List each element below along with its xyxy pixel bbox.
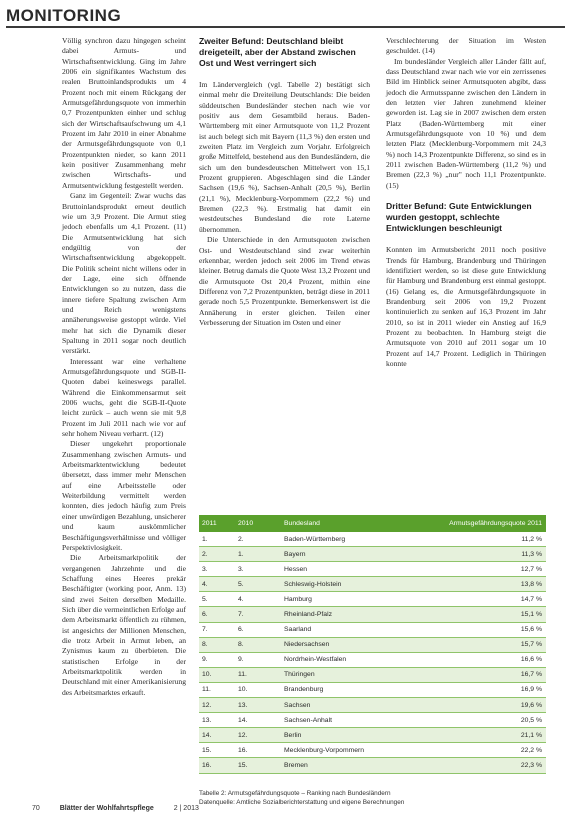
table-row xyxy=(199,547,546,562)
table-row xyxy=(199,607,546,622)
table-row xyxy=(199,743,546,758)
table-cell: 13. xyxy=(202,716,212,724)
table-cell: 2. xyxy=(238,535,244,543)
table-cell: 15,7 % xyxy=(520,641,542,649)
table-row xyxy=(199,682,546,697)
column-header: 2010 xyxy=(238,520,254,527)
table-row xyxy=(199,652,546,667)
table-cell: Brandenburg xyxy=(284,686,324,694)
table-cell: 22,3 % xyxy=(520,761,542,769)
table-cell: 11,2 % xyxy=(521,535,542,543)
table-caption xyxy=(199,789,549,807)
table-row xyxy=(199,728,546,743)
table-cell: 5. xyxy=(202,595,208,603)
table-cell: 4. xyxy=(202,580,208,588)
journal-name: Blätter der Wohlfahrtspflege xyxy=(59,805,154,812)
table-cell: 12,7 % xyxy=(520,565,542,573)
table-cell: 11,3 % xyxy=(521,550,542,558)
paragraph: Völlig synchron dazu hingegen scheint dabei Armuts- und Wirtschaftsentwicklung. Ging im Jahre 2006 ein signifikantes Wachstum des realen Bruttoinlandsprodukts um 4 Prozent noch mit einem Rückgang der Armutsgefährdungsquote von immerhin 0,7 Prozentpunkten einher und schlug sich der Wirtschaftsaufschwung um 4,1 Prozent im Jahr 2010 in einer Abnahme der Armutsgefährdungsquote von 0,1 Prozentpunkten nieder, so kann 2011 kein positiver Zusammenhang mehr zwischen Wirtschafts- und Armutsentwicklung festgestellt werden. xyxy=(62,36,186,190)
table-row xyxy=(199,532,546,547)
table-cell: 16,9 % xyxy=(520,686,542,694)
table-cell: Bremen xyxy=(284,761,308,769)
table-cell: Niedersachsen xyxy=(284,641,330,649)
table-cell: 7. xyxy=(202,626,208,634)
paragraph: Im Ländervergleich (vgl. Tabelle 2) bestätigt sich einmal mehr die Dreiteilung Deutschlands: Die beiden süddeutschen Bundesländer stechen nach wie vor positiv aus dem Gesamtbild heraus. Baden-Württemberg mit einer Armutsquote von 11,2 Prozent ist auch belegt sich mit Bayern (11,3 %) den ersten und zweiten Platz im Vergleich zum Vorjahr. Erfolgreich große Mittelfeld, bestehend aus den Bundesländern, die sich um den bundesdeutschen Mittelwert von 15,1 Prozent gruppieren. Abgeschlagen sind die Länder Sachsen (19,6 %), Sachsen-Anhalt (20,5 %), Berlin (21,1 %), Mecklenburg-Vorpommern (22,2 %) und Bremen (22,3 %). Erstmalig hat damit ein westdeutsches Bundesland die rote Laterne übernommen. xyxy=(199,80,370,234)
table-cell: 14. xyxy=(202,731,212,739)
table-cell: 20,5 % xyxy=(520,716,542,724)
table-cell: 9. xyxy=(238,656,244,664)
table-row xyxy=(199,622,546,637)
table-cell: 10. xyxy=(238,686,248,694)
page-footer xyxy=(32,805,217,812)
paragraph: Interessant war eine verhaltene Armutsgefährdungsquote und SGB-II-Quoten dabei keineswegs parallel. Während die Einkommensarmut seit 2006 wuchs, geht die SGB-II-Quote leicht zurück – auch wenn sie mit 9,8 Prozent im Juli 2011 nach wie vor auf sehr hohem Niveau verharrt. (12) xyxy=(62,356,186,439)
table-cell: Sachsen-Anhalt xyxy=(284,716,332,724)
table-cell: Berlin xyxy=(284,731,302,739)
table-cell: 21,1 % xyxy=(520,731,542,739)
table-cell: Bayern xyxy=(284,550,306,558)
table-cell: 12. xyxy=(202,701,212,709)
caption-source: Datenquelle: Amtliche Sozialberichterstattung und eigene Berechnungen xyxy=(199,799,405,806)
table-cell: Hamburg xyxy=(284,595,312,603)
table-cell: 16. xyxy=(238,746,248,754)
section-heading-2: Zweiter Befund: Deutschland bleibt dreigeteilt, aber der Abstand zwischen Ost und West verringert sich xyxy=(199,36,356,68)
paragraph: Die Arbeitsmarktpolitik der vergangenen Jahrzehnte und die Schaffung eines Heeres prekär Beschäftigter (working poor, Anm. 13) sind zwei Seiten derselben Medaille. Sich über die vermeintlichen Erfolge auf dem Arbeitsmarkt öffentlich zu rühmen, ist angesichts der Millionen Menschen, die trotz Arbeit in Armut leben, an Zynismus kaum zu überbieten. Die statistischen Erfolge in der Arbeitsmarktpolitik werden in Deutschland mit einer Amerikanisierung des Arbeitsmarktes erkauft. xyxy=(62,553,186,697)
table-cell: Thüringen xyxy=(284,671,315,679)
table-row xyxy=(199,577,546,592)
table-cell: 15. xyxy=(238,761,248,769)
table-cell: Baden-Württemberg xyxy=(284,535,346,543)
caption-title: Tabelle 2: Armutsgefährdungsquote – Ranking nach Bundesländern xyxy=(199,790,391,797)
table-cell: 4. xyxy=(238,595,244,603)
table-row xyxy=(199,713,546,728)
table-cell: 14. xyxy=(238,716,248,724)
column-3 xyxy=(386,36,546,369)
table-cell: 19,6 % xyxy=(520,701,542,709)
table-row xyxy=(199,758,546,773)
table-cell: 15. xyxy=(202,746,212,754)
table-cell: Rheinland-Pfalz xyxy=(284,611,332,619)
issue-number: 2 | 2013 xyxy=(173,805,199,812)
table-cell: 15,1 % xyxy=(520,611,542,619)
table-cell: 9. xyxy=(202,656,208,664)
table-cell: 16. xyxy=(202,761,212,769)
paragraph: Dieser ungekehrt proportionale Zusammenhang zwischen Armuts- und Arbeitsmarktentwicklung bedeutet übersetzt, dass immer mehr Menschen auf eine Arbeitsstelle oder Weiterbildung vermittelt werden konnten, dies jedoch häufig zum Preis einer unwürdigen Bezahlung, unsicherer und kaum auskömmlicher Beschäftigungsverhältnisse und völliger Perspektivlosigkeit. xyxy=(62,439,186,552)
table-cell: Sachsen xyxy=(284,701,311,709)
column-1 xyxy=(62,36,186,698)
table-cell: 13. xyxy=(238,701,248,709)
table-cell: 8. xyxy=(238,641,244,649)
table-row xyxy=(199,562,546,577)
table-cell: Hessen xyxy=(284,565,308,573)
table-cell: 16,6 % xyxy=(520,656,542,664)
table-cell: 14,7 % xyxy=(520,595,542,603)
table-cell: 11. xyxy=(202,686,211,694)
section-heading-3: Dritter Befund: Gute Entwicklungen wurden gestoppt, schlechte Entwicklungen beschleunigt xyxy=(386,201,532,234)
table-cell: 13,8 % xyxy=(520,580,542,588)
header-rule xyxy=(6,26,565,28)
table-cell: Schleswig-Holstein xyxy=(284,580,342,588)
table-cell: 16,7 % xyxy=(520,671,542,679)
paragraph: Ganz im Gegenteil: Zwar wuchs das Bruttoinlandsprodukt erneut deutlich wie um 3,9 Prozent. Die Armut stieg jedoch ebenfalls um 4,1 Prozent. (11) Die Armutsentwicklung hat sich endgültig von der Wirtschaftsentwicklung abgekoppelt. Die Politik scheint nicht willens oder in der Lage, eine sich öffnende Entwicklungen so zu nutzen, dass die innere tiefere Spaltung zwischen Arm und Reich wenigstens annäherungsweise gestoppt würde. Viel mehr hat sich die Dynamik dieser Spaltung in 2011 sogar noch deutlich verstärkt. xyxy=(62,191,186,356)
page-number: 70 xyxy=(32,805,40,812)
table-cell: 3. xyxy=(202,565,208,573)
table-row xyxy=(199,592,546,607)
table-cell: 6. xyxy=(238,626,244,634)
column-header: Armutsgefährdungsquote 2011 xyxy=(449,520,542,527)
ranking-table xyxy=(199,515,546,774)
table-row xyxy=(199,637,546,652)
table-cell: 11. xyxy=(238,671,247,679)
table-cell: 22,2 % xyxy=(520,746,542,754)
paragraph: Die Unterschiede in den Armutsquoten zwischen Ost- und Westdeutschland sind zwar weiterhin erkennbar, werden jedoch seit 2006 im Trend etwas kleiner. Betrug damals die Quote West 13,2 Prozent und die Armutsquote Ost 20,4 Prozent, mithin eine Differenz von 7,2 Prozentpunkten, beträgt diese in 2011 gerade noch 5,5 Prozentpunkte. Bemerkenswert ist die Annäherung in erster gleichen. Teilen einer Verbesserung der Situation im Osten und einer xyxy=(199,235,370,327)
table-cell: Mecklenburg-Vorpommern xyxy=(284,746,365,754)
column-2 xyxy=(199,36,370,328)
table-cell: Saarland xyxy=(284,626,312,634)
column-header: 2011 xyxy=(202,520,217,527)
table-cell: 7. xyxy=(238,611,244,619)
table-cell: 8. xyxy=(202,641,208,649)
paragraph: Im bundesländer Vergleich aller Länder fällt auf, dass Deutschland zwar nach wie vor ein zerrissenes Bild im Hinblick seiner Armutsquoten abgibt, dass jedoch die Armutsspanne zwischen den Ländern in den letzten vier Jahren zunehmend kleiner geworden ist. Lag sie in 2007 zwischen dem ersten Platz (Baden-Württemberg mit einer Armutsgefährdungsquote von 10 %) und dem letzten Platz (Mecklenburg-Vorpommern mit 24,3 %) noch 14,3 Prozentpunkte Differenz, so sind es in 2011 zwischen Baden-Württemberg (11,2 %) und Bremen (22,3 %) „nur" noch 11,1 Prozentpunkte. (15) xyxy=(386,56,546,190)
table-cell: 1. xyxy=(238,550,244,558)
table-cell: Nordrhein-Westfalen xyxy=(284,656,347,664)
table-cell: 5. xyxy=(238,580,244,588)
column-header: Bundesland xyxy=(284,520,320,527)
table-cell: 10. xyxy=(202,671,212,679)
table-cell: 1. xyxy=(202,535,208,543)
section-header: MONITORING xyxy=(6,6,122,25)
table-cell: 12. xyxy=(238,731,248,739)
table-cell: 6. xyxy=(202,611,208,619)
table-cell: 15,6 % xyxy=(520,626,542,634)
table-row xyxy=(199,698,546,713)
paragraph: Konnten im Armutsbericht 2011 noch positive Trends für Hamburg, Brandenburg und Thüringen identifiziert werden, so ist diese gute Entwicklung für Hamburg und Brandenburg erst einmal gestoppt. (16) Gelang es, die Armutsgefährdungsquote in Brandenburg seit 2006 von 19,2 Prozent kontinuierlich zu senken auf 16,3 Prozent im Jahr 2010, so ist in 2011 wieder ein Anstieg auf 16,9 Prozent zu beobachten. In Hamburg steigt die Armutsquote von 2010 auf 2011 sogar um 10 Prozent auf 14,7 Prozent. Lediglich in Thüringen konnte xyxy=(386,245,546,368)
table-cell: 2. xyxy=(202,550,208,558)
paragraph: Verschlechterung der Situation im Westen geschuldet. (14) xyxy=(386,36,546,56)
table-row xyxy=(199,667,546,682)
table-cell: 3. xyxy=(238,565,244,573)
table-header-row xyxy=(199,515,546,532)
